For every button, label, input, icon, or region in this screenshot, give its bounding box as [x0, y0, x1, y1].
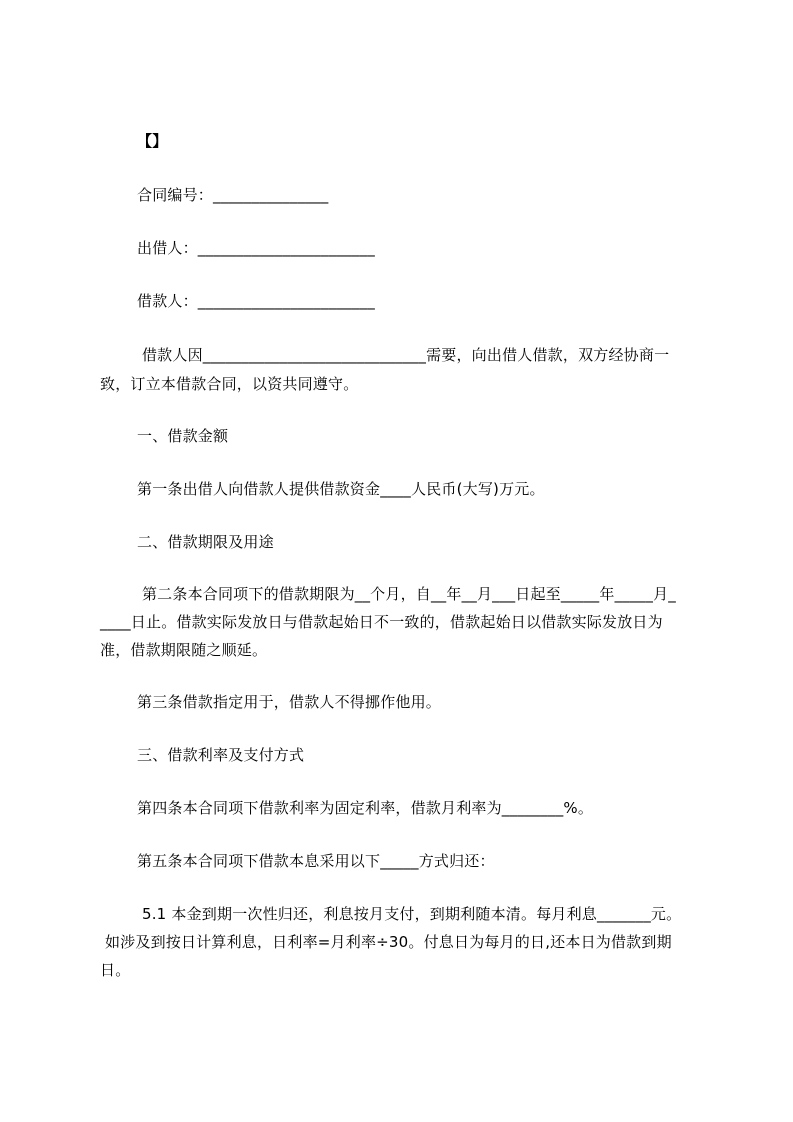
article-2-line: 第二条本合同项下的借款期限为__个月，自__年__月___日起至_____年_____月_ — [137, 585, 676, 603]
borrower-field: 借款人：_______________________ — [137, 292, 375, 310]
section-heading-amount: 一、借款金额 — [137, 427, 229, 445]
article-3: 第三条借款指定用于，借款人不得挪作他用。 — [137, 693, 442, 711]
article-1: 第一条出借人向借款人提供借款资金____人民币(大写)万元。 — [137, 480, 545, 498]
section-heading-interest: 三、借款利率及支付方式 — [137, 746, 305, 764]
lender-field: 出借人：_______________________ — [137, 239, 375, 257]
article-2-line: 准，借款期限随之顺延。 — [100, 641, 268, 659]
clause-5-1-line: 5.1 本金到期一次性归还，利息按月支付，到期利随本清。每月利息_______元。 — [137, 905, 682, 923]
intro-paragraph-line: 致，订立本借款合同，以资共同遵守。 — [100, 375, 359, 393]
article-4: 第四条本合同项下借款利率为固定利率，借款月利率为________%。 — [137, 799, 594, 817]
clause-5-1-line: 如涉及到按日计算利息，日利率=月利率÷30。付息日为每月的日,还本日为借款到期 — [100, 933, 672, 951]
intro-paragraph-line: 借款人因_____________________________需要，向出借人借款，双方经协商一 — [137, 346, 670, 364]
section-heading-term: 二、借款期限及用途 — [137, 533, 274, 551]
article-5: 第五条本合同项下借款本息采用以下_____方式归还： — [137, 852, 495, 870]
document-title: 【】 — [137, 132, 168, 150]
article-2-line: ____日止。借款实际发放日与借款起始日不一致的，借款起始日以借款实际发放日为 — [100, 613, 663, 631]
contract-number-field: 合同编号：_______________ — [137, 186, 329, 204]
clause-5-1-line: 日。 — [100, 961, 131, 979]
